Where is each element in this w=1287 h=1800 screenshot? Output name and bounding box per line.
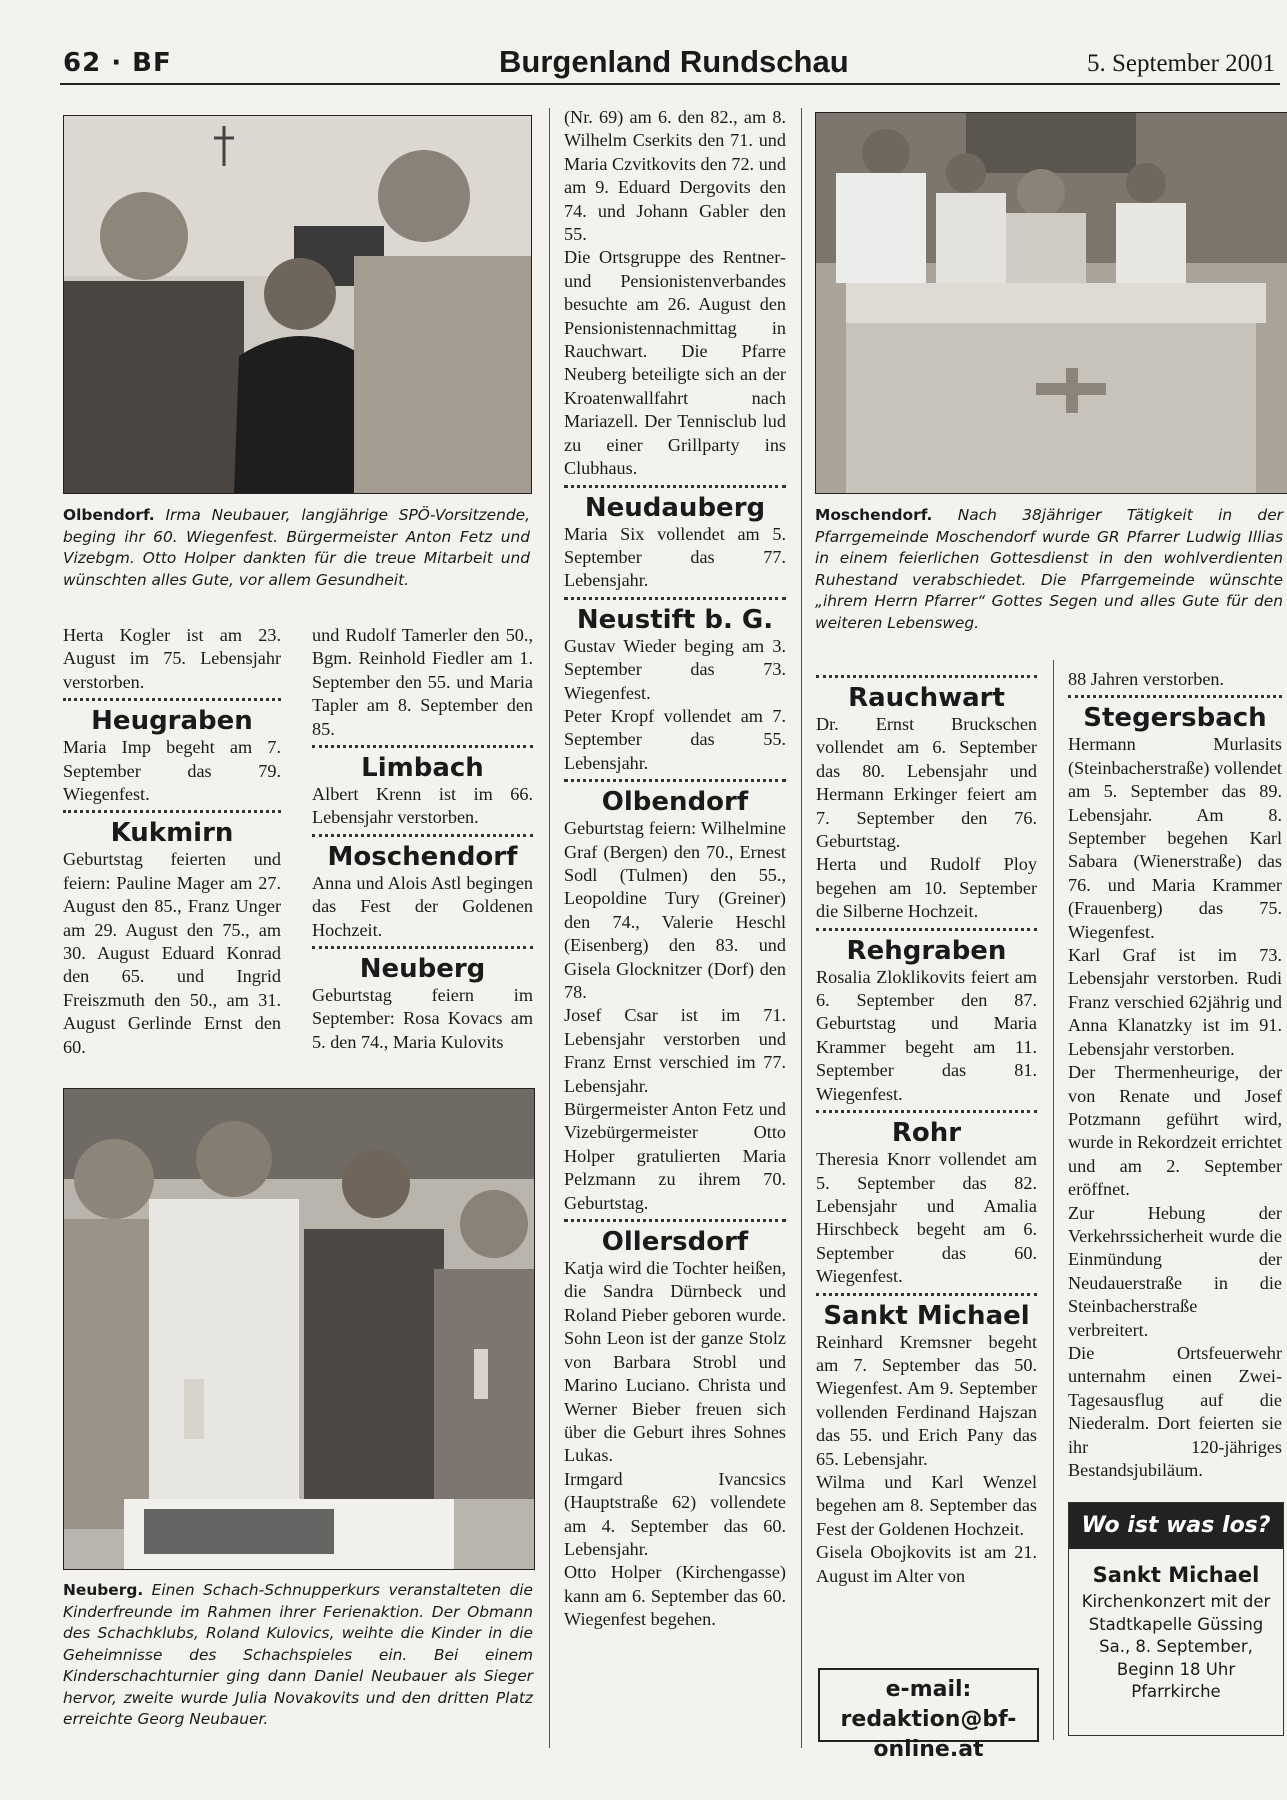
article-text: Herta Kogler ist am 23. August im 75. Lebensjahr verstorben. (63, 625, 281, 692)
section-divider (564, 779, 786, 782)
section-divider (816, 928, 1037, 931)
article-text: Reinhard Kremsner begeht am 7. September das 50. Wiegenfest. Am 9. September vollenden Ferdinand Hajszan das 55. und Erich Pany das 65. Lebensjahr. (816, 1331, 1037, 1469)
article-text: und Rudolf Tamerler den 50., Bgm. Reinhold Fiedler am 1. September den 55. und Maria Tapler am 8. September den 85. (312, 625, 533, 739)
article-text: Otto Holper (Kirchengasse) kann am 6. September das 60. Wiegenfest begehen. (564, 1562, 786, 1630)
email-address[interactable]: e-mail: redaktion@bf-online.at (840, 1677, 1017, 1762)
section-heading-moschendorf: Moschendorf (327, 841, 518, 872)
column-rule (1053, 660, 1054, 1740)
article-text: Bürgermeister Anton Fetz und Vizebürgermeister Otto Holper gratulierten Maria Pelzmann zu ihrem 70. Geburtstag. (564, 1099, 786, 1213)
section-divider (63, 810, 281, 813)
event-line: Pfarrkirche (1131, 1682, 1221, 1701)
caption-place: Neuberg. (63, 1581, 144, 1599)
event-line: Sa., 8. September, (1099, 1637, 1253, 1656)
section-divider (816, 1110, 1037, 1113)
article-text: Maria Imp begeht am 7. September das 79. Wiegenfest. (63, 737, 281, 805)
event-line: Stadtkapelle Güssing (1088, 1614, 1264, 1634)
article-text: Anna und Alois Astl begingen das Fest der Goldenen Hochzeit. (312, 872, 533, 940)
olbendorf-photo-caption (63, 505, 530, 591)
article-text: Zur Hebung der Verkehrssicherheit wurde die Einmündung der Neudauerstraße in die Steinbacherstraße verbreitert. (1068, 1202, 1282, 1340)
section-divider (564, 1219, 786, 1222)
section-heading-neuberg: Neuberg (359, 954, 486, 985)
caption-text: Einen Schach-Schnupperkurs veranstalteten die Kinderfreunde im Rahmen ihrer Ferienaktion. Der Obmann des Schachklubs, Roland Kulovics, weihte die Kinder in die Geheimnisse des Schachspieles ein. Bei einem Kinderschachturnier ging dann Daniel Neubauer als Sieger hervor, zweite wurde Julia Novakovits und den dritten Platz erreichte Georg Neubauer. (63, 1581, 533, 1728)
article-text: Gisela Obojkovits ist am 21. August im Alter von (816, 1542, 1037, 1586)
column-2 (312, 624, 533, 1054)
event-line: Beginn 18 Uhr (1116, 1659, 1236, 1679)
article-text: Katja wird die Tochter heißen, die Sandra Dürnbeck und Roland Pieber geboren wurde. Sohn Leon ist der ganze Stolz von Barbara Strobl und Marino Luciano. Christa und Werner Bieber freuen sich über die Geburt ihres Sohnes Lukas. (564, 1258, 786, 1466)
neuberg-chess-photo (63, 1088, 535, 1570)
caption-text: Irma Neubauer, langjährige SPÖ-Vorsitzende, beging ihr 60. Wiegenfest. Bürgermeister Anton Fetz und Vizebgm. Otto Holper dankten für die treue Mitarbeit und wünschten alles Gute, vor allem Gesundheit. (63, 506, 530, 589)
section-heading-neustift: Neustift b. G. (576, 604, 774, 635)
section-divider (312, 946, 533, 949)
section-heading-rauchwart: Rauchwart (848, 683, 1005, 713)
section-divider (312, 745, 533, 748)
section-heading-limbach: Limbach (361, 753, 484, 784)
article-text: (Nr. 69) am 6. den 82., am 8. Wilhelm Cserkits den 71. und Maria Czvitkovits den 72. und am 9. Eduard Dergovits den 74. und Johann Gabler den 55. (564, 107, 786, 245)
article-text: Geburtstag feiern: Wilhelmine Graf (Bergen) den 70., Ernest Sodl (Tulmen) den 55., Leopoldine Tury (Greiner) den 74., Valerie Heschl (Eisenberg) den 83. und Gisela Glocknitzer (Dorf) den 78. (564, 818, 786, 1002)
article-text: Irmgard Ivancsics (Hauptstraße 62) vollendete am 4. September das 60. Lebensjahr. (564, 1468, 786, 1559)
section-heading-kukmirn: Kukmirn (110, 818, 234, 849)
event-details (1069, 1591, 1283, 1704)
event-line: Kirchenkonzert mit der (1081, 1592, 1271, 1611)
newspaper-title: Burgenland Rundschau (499, 44, 849, 79)
caption-text: Nach 38jähriger Tätigkeit in der Pfarrgemeinde Moschendorf wurde GR Pfarrer Ludwig Illias in einem feierlichen Gottesdienst in den wohlverdienten Ruhestand verabschiedet. Die Pfarrgemeinde wünschte „ihrem Herrn Pfarrer“ Gottes Segen und alles Gute für den weiteren Lebensweg. (815, 506, 1283, 632)
article-text: Karl Graf ist im 73. Lebensjahr verstorben. Rudi Franz verschied 62jährig und Anna Klanatzky ist im 91. Lebensjahr verstorben. (1068, 945, 1282, 1059)
column-4 (816, 671, 1037, 1588)
section-heading-sankt-michael: Sankt Michael (823, 1300, 1030, 1331)
article-text: Herta und Rudolf Ploy begehen am 10. September die Silberne Hochzeit. (816, 854, 1037, 922)
section-heading-neudauberg: Neudauberg (584, 492, 766, 523)
section-divider (312, 834, 533, 837)
article-text: Gustav Wieder beging am 3. September das 73. Wiegenfest. (564, 635, 786, 703)
section-heading-heugraben: Heugraben (91, 706, 253, 737)
section-divider (816, 1293, 1037, 1296)
article-text: Geburtstag feiern im September: Rosa Kovacs am 5. den 74., Maria Kulovits (312, 985, 533, 1052)
column-1 (63, 624, 281, 1059)
column-rule (549, 108, 550, 1748)
article-text: Rosalia Zloklikovits feiert am 6. September den 87. Geburtstag und Maria Krammer begeht am 11. September das 81. Wiegenfest. (816, 966, 1037, 1104)
article-text: Dr. Ernst Bruckschen vollendet am 6. September das 80. Lebensjahr und Hermann Erkinger feiert am 7. September den 76. Geburtstag. (816, 714, 1037, 852)
article-text: 88 Jahren verstorben. (1068, 669, 1225, 689)
page-number: 62 · BF (63, 48, 172, 78)
olbendorf-photo (63, 115, 532, 494)
section-heading-rehgraben: Rehgraben (846, 935, 1007, 966)
header-rule (60, 83, 1280, 85)
email-box (818, 1668, 1039, 1762)
section-divider (63, 698, 281, 701)
section-heading-stegersbach: Stegersbach (1083, 703, 1267, 734)
column-5 (1068, 668, 1282, 1482)
section-divider (1068, 695, 1282, 698)
column-rule (801, 108, 802, 1748)
article-text: Der Thermenheurige, der von Renate und Josef Potzmann geführt wird, wurde in Rekordzeit errichtet und am 2. September eröffnet. (1068, 1062, 1282, 1200)
article-text: Die Ortsfeuerwehr unternahm einen Zwei-Tagesausflug auf die Niederalm. Dort feierten sie ihr 120-jähriges Bestandsjubiläum. (1068, 1342, 1282, 1480)
section-divider (564, 485, 786, 488)
event-box-header: Wo ist was los? (1069, 1503, 1283, 1549)
issue-date: 5. September 2001 (1087, 50, 1276, 77)
moschendorf-photo-caption (815, 505, 1283, 634)
section-divider (564, 597, 786, 600)
article-text: Josef Csar ist im 71. Lebensjahr verstorben und Franz Ernst verschied im 77. Lebensjahr. (564, 1005, 786, 1096)
moschendorf-photo (815, 112, 1287, 494)
section-heading-ollersdorf: Ollersdorf (601, 1227, 749, 1258)
article-text: Geburtstag feierten und feiern: Pauline Mager am 27. August den 85., Franz Unger am 29. August den 75., am 30. August Eduard Konrad den 65. und Ingrid Freiszmuth den 50., am 31. August Gerlinde Ernst den 60. (63, 849, 281, 1057)
event-location: Sankt Michael (1092, 1563, 1260, 1587)
article-text: Albert Krenn ist im 66. Lebensjahr verstorben. (312, 784, 533, 828)
neuberg-photo-caption (63, 1580, 533, 1731)
article-text: Maria Six vollendet am 5. September das 77. Lebensjahr. (564, 523, 786, 591)
column-3 (564, 106, 786, 1632)
caption-place: Moschendorf. (815, 506, 933, 524)
article-text: Peter Kropf vollendet am 7. September das 55. Lebensjahr. (564, 705, 786, 773)
event-info-box (1068, 1502, 1284, 1736)
article-text: Wilma und Karl Wenzel begehen am 8. September das Fest der Goldenen Hochzeit. (816, 1471, 1037, 1539)
article-text: Theresia Knorr vollendet am 5. September das 82. Lebensjahr und Amalia Hirschbeck begeht am 6. September das 60. Wiegenfest. (816, 1149, 1037, 1287)
caption-place: Olbendorf. (63, 506, 155, 524)
article-text: Die Ortsgruppe des Rentner- und Pensionistenverbandes besuchte am 26. August den Pensionistennachmittag in Rauchwart. Die Pfarre Neuberg beteiligte sich an der Kroatenwallfahrt nach Mariazell. Der Tennisclub lud zu einer Grillparty ins Clubhaus. (564, 247, 786, 479)
section-heading-rohr: Rohr (891, 1118, 962, 1149)
article-text: Hermann Murlasits (Steinbacherstraße) vollendet am 5. September das 89. Lebensjahr. Am 8. September begehen Karl Sabara (Wienerstraße) das 76. und Maria Krammer (Frauenberg) das 75. Wiegenfest. (1068, 734, 1282, 942)
section-divider (816, 675, 1037, 678)
section-heading-olbendorf: Olbendorf (601, 787, 749, 818)
